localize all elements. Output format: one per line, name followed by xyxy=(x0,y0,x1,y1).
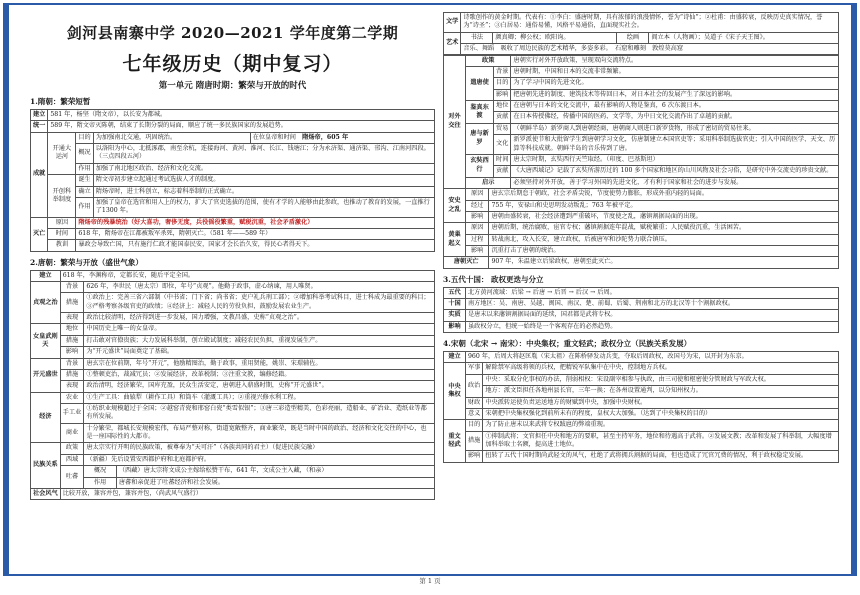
row-label: 启示 xyxy=(466,177,511,188)
table-row xyxy=(31,477,435,488)
cell-key: 表现 xyxy=(60,381,84,392)
table-row xyxy=(444,44,839,55)
cell-key: 影响 xyxy=(444,321,466,332)
cell-key: 贡献 xyxy=(494,166,511,177)
school-title: 剑河县南寨中学 2020—2021 学年度第二学期 xyxy=(66,24,399,42)
cell-value: 把唐朝先进的制度、建筑技术等传回日本，对日本社会的发展产生了深远的影响。 xyxy=(511,89,839,100)
cell-key: 影响 xyxy=(466,211,489,222)
row-label: 遣唐使 xyxy=(466,67,494,101)
left-column xyxy=(30,12,435,500)
cell-key: 措施 xyxy=(60,293,84,313)
table-row xyxy=(444,397,839,408)
table-row xyxy=(444,451,839,462)
cell-key: 影响 xyxy=(494,89,511,100)
cell-value: 618 年，隋炀帝在江都被叛军杀死，隋朝灭亡。（581 年——589 年） xyxy=(76,228,435,239)
section-sui-title: 1.隋朝：繁荣短暂 xyxy=(30,97,91,106)
cell-value: 626 年，李世民（唐太宗）即位，年号“贞观”。他勤于政事，虚心纳谏，用人唯贤。 xyxy=(84,282,435,293)
row-label: 安史之乱 xyxy=(444,189,466,223)
cell-value: （西藏）唐太宗将文成公主嫁给松赞干布，641 年，文成公主入藏，（和亲） xyxy=(116,466,434,477)
table-row xyxy=(31,324,435,335)
table-row xyxy=(31,217,435,228)
row-label: 建立 xyxy=(444,352,466,363)
cell-key: 作用 xyxy=(76,197,93,217)
row-label: 黄巢起义 xyxy=(444,223,466,257)
cell-value: 加强了皇帝在选官和用人上的权力，扩大了官吏选拔的范围，使有才学的人能够由此参政，也推动了教育的发展，一直推行了1300 年。 xyxy=(93,197,434,217)
table-row xyxy=(444,321,839,332)
row-text: 必须坚持对外开放，善于学习外国的先进文化，才有利于国家和社会的进步与发展。 xyxy=(511,177,839,188)
section-tang-title: 2.唐朝：繁荣与开放（盛世气象） xyxy=(30,257,143,267)
row-label: 社会风气 xyxy=(31,488,61,499)
row-text: 907 年，朱温建立后梁政权，唐朝至此灭亡。 xyxy=(489,257,839,268)
cell-key: 影响 xyxy=(466,451,483,462)
row-text: 581 年，杨坚（隋文帝），以长安为都城。 xyxy=(48,110,435,121)
row-label: 经济 xyxy=(31,392,61,443)
table-row xyxy=(444,299,839,310)
cell-key: 手工业 xyxy=(60,403,84,423)
cell-key: 措施 xyxy=(60,369,84,380)
cell-key: 教训 xyxy=(48,240,76,251)
row-text: 618 年，李渊称帝，定都长安，随后平定全国。 xyxy=(60,270,434,281)
cell-value: 在日本传授佛经，传播中国的医药、文学等，为中日文化交流作出了卓越的贡献。 xyxy=(511,112,839,123)
cell-key: 诞生 xyxy=(76,175,93,186)
cell-key: 概况 xyxy=(84,466,117,477)
cell-value: ①生产工具：曲辕犁（耕作工具）和筒车（灌溉工具）；②重视兴修水利工程。 xyxy=(84,392,435,403)
section-song-title: 4.宋朝（北宋 → 南宋）：中央集权；重文轻武；政权分立（民族关系发展） xyxy=(443,339,692,349)
table-row xyxy=(31,282,435,293)
section-wudai-title: 3.五代十国： 政权更迭与分立 xyxy=(443,274,544,284)
cell-key: 影响 xyxy=(60,347,84,358)
cell-value: 虽政权分立，但统一始终是一个客观存在的必然趋势。 xyxy=(466,321,839,332)
cell-key: 财政 xyxy=(466,397,483,408)
cell-value: （朝鲜半岛）新罗商人到唐朝经商，唐朝商人则进口新罗货物，形成了密切的贸易往来。 xyxy=(511,123,839,134)
cell-value: ①政治上：完善三省六部制（中书省；门下省；尚书省；吏户礼兵刑工部）；②增加科举考试科目，进士科成为最重要的科目；③严格考察各级官吏的政绩；④经济上：减轻人民的劳役负担，鼓励发展农业生产。 xyxy=(84,293,435,313)
cell-value: 沉重打击了唐朝的统治。 xyxy=(489,245,839,256)
cell-value: 新罗派使节和大批留学生到唐朝学习文化，仿唐制建立本国官吏等；采用科举制选拔官吏；引入中国的医学、天文、历算等科技成就。朝鲜半岛的音乐传到了唐。 xyxy=(511,135,839,155)
table-row xyxy=(444,123,839,134)
cell-value: 隋炀帝时，进士科创立，标志着科举制的正式确立。 xyxy=(93,186,434,197)
cell-key: 原因 xyxy=(466,189,489,200)
cell-value: 隋炀帝的残暴统治（好大喜功，奢侈无度，兵役徭役繁重，赋税沉重，社会矛盾激化） xyxy=(76,217,435,228)
table-row xyxy=(31,163,435,174)
cell-key: 军事 xyxy=(466,363,483,374)
table-row xyxy=(444,200,839,211)
table-row xyxy=(31,443,435,454)
table-row xyxy=(444,177,839,188)
table-row xyxy=(444,166,839,177)
cell-key: 经过 xyxy=(466,200,489,211)
table-row xyxy=(444,55,839,66)
cell-value: 唐蕃和亲促进了吐蕃经济和社会发展。 xyxy=(116,477,434,488)
cell-value: 政治比较清明，经济得到进一步发展，国力增强，文教昌盛，史称“贞观之治”。 xyxy=(84,313,435,324)
cell-value: 唐太宗实行开明的民族政策，被尊奉为“天可汗”（各族共同的君主）（促进民族交融） xyxy=(84,443,435,454)
cell-key: 确立 xyxy=(76,186,93,197)
table-row xyxy=(31,270,435,281)
cell-value: 唐太宗时期，玄奘西行天竺取经。（印度、巴基斯坦） xyxy=(511,154,839,165)
cell-key: 商业 xyxy=(60,423,84,443)
cell-value: 解除禁军高级将领的兵权，把精锐军队集中在中央，控制地方兵权。 xyxy=(483,363,839,374)
cell-value: 地方：派文臣担任各地州县长官，三年一换；在各州设置通判，以分知州权力。 xyxy=(483,386,839,397)
table-row xyxy=(31,423,435,443)
cell-value: 隋炀帝，605 年 xyxy=(302,133,349,141)
table-row xyxy=(444,352,839,363)
cell-key: 时间 xyxy=(48,228,76,239)
song-table xyxy=(443,351,839,463)
cell-value: 打击敢对官僚贵族；大力发展科举制，创立殿试制度；减轻农民负担，重视发展生产。 xyxy=(84,335,435,346)
cell-key: 十国 xyxy=(444,299,466,310)
table-row xyxy=(444,112,839,123)
cell-key: 五代 xyxy=(444,287,466,298)
cell-key: 作用 xyxy=(76,163,93,174)
table-row xyxy=(31,175,435,186)
tang-culture-table xyxy=(443,12,839,55)
table-row xyxy=(444,234,839,245)
table-row xyxy=(444,211,839,222)
cell-key: 措施 xyxy=(466,431,483,451)
table-row xyxy=(31,186,435,197)
cell-value: 唐玄宗后期怠于朝政，社会矛盾尖锐，节度使势力膨胀，形成外重内轻的局面。 xyxy=(489,189,839,200)
row-text: 唐朝实行对外开放政策，呈现双向交流特点。 xyxy=(511,55,839,66)
table-row xyxy=(444,363,839,374)
sui-table xyxy=(30,109,435,252)
table-row xyxy=(31,132,435,143)
cell-value: ①纺织业规模超过于全国；②越窑青瓷和邢窑白瓷“类雪似银”；③唐三彩造型精美，色彩亮丽，造船业、矿冶业、造纸业等都有所发展。 xyxy=(84,403,435,423)
cell-value: 为“开元盛世”局面奠定了基础。 xyxy=(84,347,435,358)
table-row xyxy=(31,313,435,324)
row-label: 对外交往 xyxy=(444,55,466,188)
cell-value: 唐朝由盛转衰，社会经济遭到严重破坏，节度使之乱，藩镇割据局面的出现。 xyxy=(489,211,839,222)
row-text: 589 年，隋文帝灭陈朝，结束了长期分裂的局面，顺应了统一多民族国家的发展趋势。 xyxy=(48,121,435,132)
table-row xyxy=(31,392,435,403)
table-row xyxy=(444,189,839,200)
cell-value: 暴政会导致亡国，只有施行仁政才能国泰民安，国家才会长治久安，得民心者得天下。 xyxy=(76,240,435,251)
table-row xyxy=(31,403,435,423)
cell-key: 贡献 xyxy=(494,112,511,123)
cell-key: 时间 xyxy=(494,154,511,165)
cell-value: 唐朝后期，统治腐败，宦官专权；藩镇割据连年混战，赋税繁重；人民赋役沉重，生活困苦。 xyxy=(489,223,839,234)
cell-key: 作用 xyxy=(84,477,117,488)
cell-value: 为了防止唐末以来武将专权跋扈的弊端重现。 xyxy=(483,420,839,431)
row-label: 玄奘西行 xyxy=(466,154,494,177)
cell-value: 宋朝把中央集权强化到前所未有的程度，皇权大大加强。（达到了中央集权的目的） xyxy=(483,408,839,419)
row-label: 成就 xyxy=(31,132,48,217)
cell-key: 农业 xyxy=(60,392,84,403)
cell-value: 隋文帝初步建立起通过考试选拔人才的制度。 xyxy=(93,175,434,186)
table-row xyxy=(444,374,839,385)
table-row xyxy=(31,381,435,392)
cell-value: 转战南北，攻入长安，建立政权，后被唐军和沙陀势力联合镇压。 xyxy=(489,234,839,245)
cell-value: 以洛阳为中心，北抵涿郡，南至余杭，连接海河、黄河、淮河、长江、钱塘江；分为永济渠、通济渠、邗沟、江南河四段。（三点四段五河） xyxy=(93,144,434,164)
cell-key: 地位 xyxy=(494,101,511,112)
cell-key: 实质 xyxy=(444,310,466,321)
cell-value: 加强了南北地区政治、经济和文化交流。 xyxy=(93,163,434,174)
row-text: 诗歌创作的黄金时期。代表有：①李白：盛唐时期，具有浓郁的浪漫情怀，誉为“诗仙”；②杜甫：由盛转衰，反映历史真实情况，誉为“诗圣”；③白居易：通俗易懂，风格平易通俗，直面现实社会。 xyxy=(461,13,839,33)
cell-key: 原因 xyxy=(48,217,76,228)
row-label: 灭亡 xyxy=(31,217,48,251)
cell-value: 《大唐西域记》记载了玄奘所游历过的 100 多个国家和地区的山川风物及社会习俗，是研究中外交流史的珍贵文献。 xyxy=(511,166,839,177)
table-row xyxy=(31,144,435,164)
cell-value: 音乐、舞蹈 吸收了周边民族的艺术精华，多姿多彩。 石窟和雕刻 敦煌莫高窟 xyxy=(461,44,839,55)
table-row xyxy=(31,347,435,358)
cell-key: 过程 xyxy=(466,234,489,245)
cell-value: ①抑制武将；文官担任中央和地方的要职，甚至主持军务，地位和待遇高于武将。②发展文教；改革和发展了科举制，大幅度增加科举取士名额，提高进士地位。 xyxy=(483,431,839,451)
cell-value: 中央：采取分化事权的办法，削弱相权：宋设副宰相参与执政，由三司使和枢密使分管财政与军政大权。 xyxy=(483,374,839,385)
cell-key: 原因 xyxy=(466,223,489,234)
table-row xyxy=(31,293,435,313)
cell-key: 影响 xyxy=(466,245,489,256)
cell-key: 背景 xyxy=(494,67,511,78)
table-row xyxy=(444,408,839,419)
cell-key: 政策 xyxy=(60,443,84,454)
row-label: 开元盛世 xyxy=(31,358,61,392)
cell-key: 背景 xyxy=(60,282,84,293)
row-label: 唐与新罗 xyxy=(466,123,494,154)
decline-table xyxy=(443,188,839,269)
row-label: 唐朝灭亡 xyxy=(444,257,489,268)
cell-key: 概况 xyxy=(76,144,93,164)
table-row xyxy=(31,121,435,132)
cell-value: 阎立本（人物画）；吴道子《宋子天王图》。 xyxy=(649,32,839,43)
table-row xyxy=(444,431,839,451)
cell-key: 目的 xyxy=(466,420,483,431)
unit-title: 第一单元 隋唐时期：繁荣与开放的时代 xyxy=(158,81,307,91)
table-row xyxy=(444,89,839,100)
cell-value: 为了学习中国的先进文化。 xyxy=(511,78,839,89)
table-row xyxy=(444,310,839,321)
cell-key: 文化 xyxy=(494,135,511,155)
cell-value: （新疆）先后设置安西都护府和北庭都护府。 xyxy=(84,454,435,465)
table-row xyxy=(31,240,435,251)
cell-value: 是唐末以来藩镇割据局面的延续，国君都是武将专权。 xyxy=(466,310,839,321)
row-label: 艺术 xyxy=(444,32,461,55)
cell-value: 十分繁荣，都城长安规模宏伟，布局严整对称，街道宽敞整齐，商业繁荣，既是当时中国的政治、经济和文化交往的中心，也是一座国际性的大都市。 xyxy=(84,423,435,443)
cell-value: 在唐朝与日本的文化交流中，最有影响的人物是鉴真，6 次东渡日本。 xyxy=(511,101,839,112)
table-row xyxy=(444,223,839,234)
cell-value: 政治清明，经济繁荣，国库充盈，民众生活安定，唐朝进入鼎盛时期，史称“开元盛世”。 xyxy=(84,381,435,392)
row-label: 统一 xyxy=(31,121,48,132)
table-row xyxy=(444,257,839,268)
table-row xyxy=(31,466,435,477)
table-row xyxy=(444,420,839,431)
table-row xyxy=(444,67,839,78)
cell-value: 唐玄宗在位前期，年号“开元”，他励精图治，勤于政事，重用贤能，姚崇、宋璟辅佐。 xyxy=(84,358,435,369)
cell-key: 在位皇帝和时间 xyxy=(252,133,296,141)
tang-table xyxy=(30,270,435,501)
table-row xyxy=(444,386,839,397)
cell-value: 755 年，安禄山和史思明发动叛乱；763 年被平定。 xyxy=(489,200,839,211)
row-text: 比较开放，兼容并包，兼容并包，（尚武风气盛行） xyxy=(60,488,434,499)
cell-key: 政治 xyxy=(466,374,483,397)
table-row xyxy=(444,101,839,112)
row-label: 重文轻武 xyxy=(444,420,466,462)
table-row xyxy=(31,335,435,346)
row-label: 中央集权 xyxy=(444,363,466,420)
cell-value: ①整顿吏治，裁减冗员；②发展经济，改革税制；③注重文教，编修经籍。 xyxy=(84,369,435,380)
main-title: 七年级历史（期中复习） xyxy=(122,53,343,75)
cell-value: 中国历史上唯一的女皇帝。 xyxy=(84,324,435,335)
table-row xyxy=(444,135,839,155)
table-row xyxy=(444,287,839,298)
cell-key: 贸易 xyxy=(494,123,511,134)
table-row xyxy=(31,369,435,380)
cell-key: 措施 xyxy=(60,335,84,346)
table-row xyxy=(31,110,435,121)
cell-value: 南方地区：吴、南唐、吴越、闽国、南汉、楚、前蜀、后蜀、荆南和北方的北汉等十个割据政权。 xyxy=(466,299,839,310)
table-row xyxy=(31,488,435,499)
table-row xyxy=(31,454,435,465)
table-row xyxy=(31,197,435,217)
wudai-table xyxy=(443,287,839,333)
row-label: 文学 xyxy=(444,13,461,33)
table-row xyxy=(444,32,839,43)
sub-label: 开创科举制度 xyxy=(48,175,76,217)
cell-value: 为加强南北交通，巩固统治。 xyxy=(93,132,250,143)
cell-value xyxy=(250,132,434,143)
cell-key: 目的 xyxy=(494,78,511,89)
external-table xyxy=(443,55,839,189)
table-row xyxy=(444,154,839,165)
cell-key: 西域 xyxy=(60,454,84,465)
row-text: 960 年，后周大将赵匡胤（宋太祖）在陈桥驿发动兵变，夺取后周政权，改国号为宋，以开封为东京。 xyxy=(466,352,839,363)
cell-key: 书法 xyxy=(461,32,493,43)
row-label: 建立 xyxy=(31,270,61,281)
row-label: 建立 xyxy=(31,110,48,121)
page-number: 第 1 页 xyxy=(419,577,441,585)
table-row xyxy=(444,13,839,33)
sub-label: 开通大运河 xyxy=(48,132,76,174)
table-row xyxy=(31,228,435,239)
cell-value: 颜真卿；柳公权；欧阳询。 xyxy=(493,32,617,43)
row-label: 女皇武则天 xyxy=(31,324,61,358)
cell-key: 地位 xyxy=(60,324,84,335)
row-label: 政策 xyxy=(466,55,511,66)
row-label: 贞观之治 xyxy=(31,282,61,324)
cell-key: 绘画 xyxy=(617,32,649,43)
table-row xyxy=(444,245,839,256)
row-label: 鉴真东渡 xyxy=(466,101,494,124)
cell-key: 意义 xyxy=(466,408,483,419)
cell-value: 唐朝时期，中国和日本的交流非常频繁。 xyxy=(511,67,839,78)
row-label: 民族关系 xyxy=(31,443,61,488)
table-row xyxy=(444,78,839,89)
cell-value: 中央派转运使负责运送地方的财赋到中央，加强中央财权。 xyxy=(483,397,839,408)
cell-value: 北方黄河流域：后梁 → 后唐 → 后晋 → 后汉 → 后周。 xyxy=(466,287,839,298)
right-column xyxy=(443,12,839,463)
table-row xyxy=(31,358,435,369)
cell-value: 扭转了五代十国时期尚武轻文的风气，杜绝了武将拥兵割据的局面，但也造成了冗官冗费的情况，利于政权稳定发展。 xyxy=(483,451,839,462)
cell-key: 吐蕃 xyxy=(60,466,84,489)
cell-key: 目的 xyxy=(76,132,93,143)
cell-key: 表现 xyxy=(60,313,84,324)
cell-key: 背景 xyxy=(60,358,84,369)
